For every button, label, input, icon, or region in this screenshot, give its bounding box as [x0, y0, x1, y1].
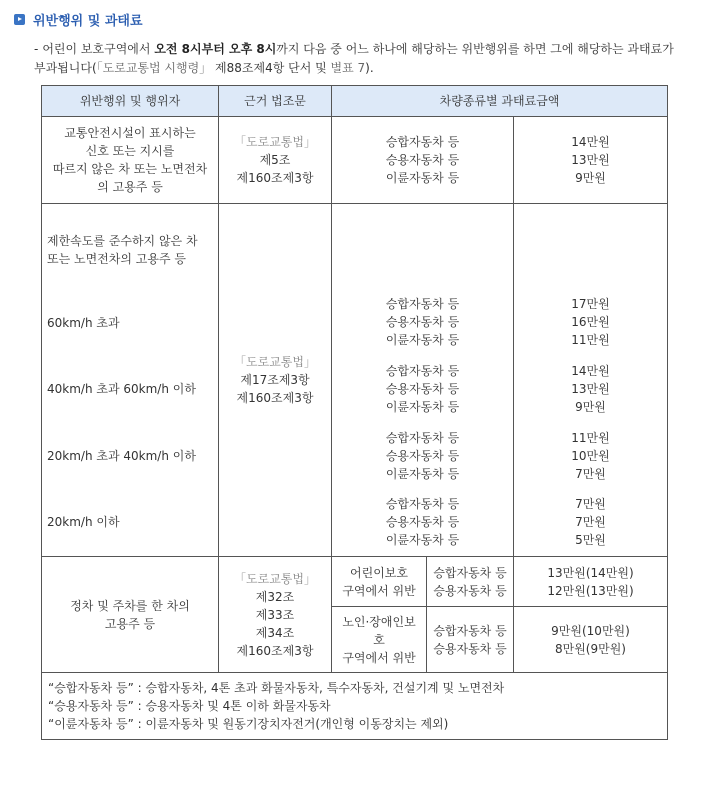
header-fines: 차량종류별 과태료금액 [332, 86, 668, 117]
violation-cell: 제한속도를 준수하지 않은 차 또는 노면전차의 고용주 등 60km/h 초과 40km/h 초과 60km/h 이하 20km/h 초과 40km/h 이하 20km/h 이하 [42, 204, 219, 557]
law-reference-link[interactable]: 「도로교통법 시행령」 [96, 61, 212, 75]
zone-cell: 노인·장애인보 호 구역에서 위반 [332, 607, 427, 673]
speed-label: 40km/h 초과 60km/h 이하 [47, 382, 196, 396]
vehicle-group: 승합자동차 등 승용자동차 등 이륜자동차 등 [385, 431, 460, 481]
vehicle-group: 승합자동차 등 승용자동차 등 이륜자동차 등 [385, 297, 460, 347]
fine-group: 14만원 13만원 9만원 [571, 364, 610, 414]
fine-group: 7만원 7만원 5만원 [575, 497, 606, 547]
law-cell: 「도로교통법」 제17조제3항 제160조제3항 [219, 204, 332, 557]
table-row [42, 117, 668, 204]
violation-cell: 교통안전시설이 표시하는 신호 또는 지시를 따르지 않은 차 또는 노면전차 의 고용주 등 [42, 117, 219, 204]
vehicle-cell: 승합자동차 등 승용자동차 등 이륜자동차 등 [332, 117, 514, 204]
fine-table [41, 85, 668, 740]
note-item: “승합자동차 등” : 승합자동차, 4톤 초과 화물자동차, 특수자동차, 건설기계 및 노면전차 [48, 681, 505, 695]
table-row [42, 204, 668, 557]
vehicle-group: 승합자동차 등 승용자동차 등 이륜자동차 등 [385, 364, 460, 414]
appendix-reference-link[interactable]: 별표 7 [330, 61, 366, 75]
speed-label: 60km/h 초과 [47, 316, 120, 330]
vehicle-cell: 승합자동차 등 승용자동차 등 [427, 557, 514, 607]
intro-paragraph: - 어린이 보호구역에서 오전 8시부터 오후 8시까지 다음 중 어느 하나에 해당하는 위반행위를 하면 그에 해당하는 과태료가 부과됩니다(「도로교통법 시행령」 제88조제4항 단서 및 별표 7). [34, 42, 674, 75]
vehicle-group: 승합자동차 등 승용자동차 등 이륜자동차 등 [385, 497, 460, 547]
fine-cell: 14만원 13만원 9만원 [514, 117, 668, 204]
table-row [42, 557, 668, 607]
fine-group: 17만원 16만원 11만원 [571, 297, 610, 347]
notes-cell [42, 673, 668, 740]
law-cell: 「도로교통법」 제5조 제160조제3항 [219, 117, 332, 204]
fine-cell [514, 204, 668, 557]
section-title: 위반행위 및 과태료 [33, 14, 143, 29]
table-notes-row [42, 673, 668, 740]
header-law: 근거 법조문 [219, 86, 332, 117]
zone-cell: 어린이보호 구역에서 위반 [332, 557, 427, 607]
header-violation: 위반행위 및 행위자 [42, 86, 219, 117]
vehicle-cell [332, 204, 514, 557]
note-item: “이륜자동차 등” : 이륜자동차 및 원동기장치자전거(개인형 이동장치는 제외) [48, 717, 449, 731]
bullet-arrow-icon [14, 14, 25, 25]
law-cell: 「도로교통법」 제32조 제33조 제34조 제160조제3항 [219, 557, 332, 673]
section-heading [14, 10, 143, 29]
time-range: 오전 8시부터 오후 8시 [154, 42, 277, 56]
table-header-row [42, 86, 668, 117]
note-item: “승용자동차 등” : 승용자동차 및 4톤 이하 화물자동차 [48, 699, 331, 713]
vehicle-cell: 승합자동차 등 승용자동차 등 [427, 607, 514, 673]
violation-cell: 정차 및 주차를 한 차의 고용주 등 [42, 557, 219, 673]
speed-label: 20km/h 이하 [47, 515, 120, 529]
fine-cell: 9만원(10만원) 8만원(9만원) [514, 607, 668, 673]
speed-label: 20km/h 초과 40km/h 이하 [47, 449, 196, 463]
fine-group: 11만원 10만원 7만원 [571, 431, 610, 481]
fine-cell: 13만원(14만원) 12만원(13만원) [514, 557, 668, 607]
